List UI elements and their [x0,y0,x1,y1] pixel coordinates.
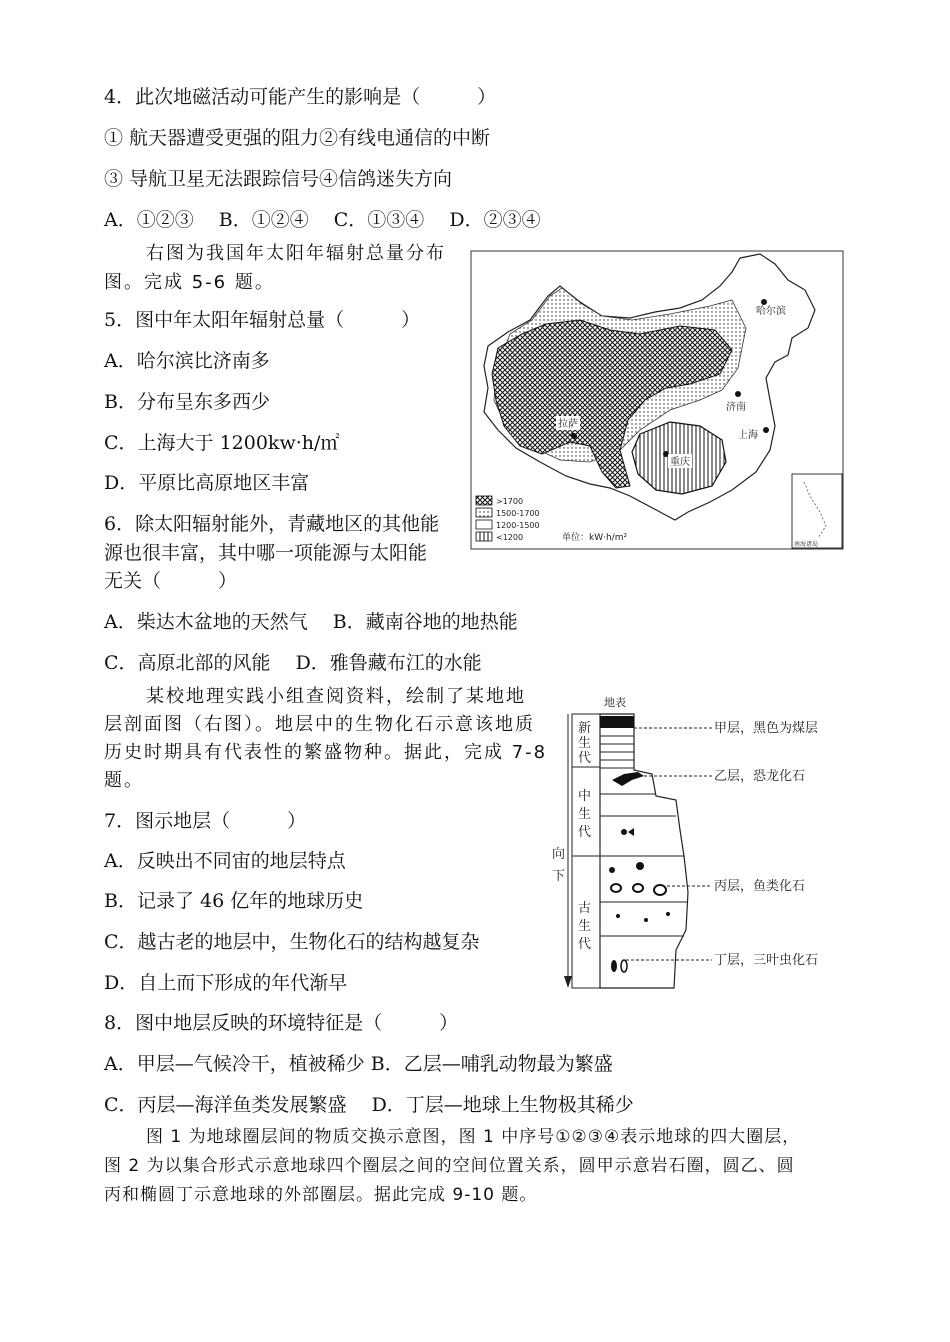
q7-option-a: A．反映出不同宙的地层特点 [104,850,346,872]
q4-stem: 4．此次地磁活动可能产生的影响是（ ） [104,86,497,108]
q8-options-ab: A．甲层—气候冷干，植被稀少 B．乙层—哺乳动物最为繁盛 [104,1053,613,1075]
q7-option-b: B．记录了 46 亿年的地球历史 [104,890,364,912]
layer-bing-label: 丙层，鱼类化石 [714,879,806,894]
legend-label-under-1200: <1200 [496,533,524,542]
q6-stem-line-3: 无关（ ） [104,570,238,592]
q6-stem-line-1: 6．除太阳辐射能外，青藏地区的其他能 [104,513,440,535]
q4-statement-1: ① 航天器遭受更强的阻力②有线电通信的中断 [104,127,491,149]
layer-yi-label: 乙层，恐龙化石 [714,769,806,784]
era-new-char-2: 生 [578,736,592,751]
solar-radiation-map [470,250,844,550]
strata-cross-section [548,690,848,995]
city-dot-lhasa [571,433,577,439]
q5-option-d: D．平原比高原地区丰富 [104,472,310,494]
era-old-char-3: 代 [578,937,592,952]
era-old-char-1: 古 [578,901,592,916]
era-mid-char-1: 中 [578,789,592,804]
era-new-char-3: 代 [578,751,592,766]
label-chongqing: 重庆 [670,457,690,468]
label-shanghai: 上海 [738,430,758,441]
final-intro-line-3: 丙和椭圆丁示意地球的外部圈层。据此完成 9-10 题。 [104,1185,538,1205]
q7-stem: 7．图示地层（ ） [104,810,307,832]
q8-stem: 8．图中地层反映的环境特征是（ ） [104,1012,459,1034]
q6-options-cd: C．高原北部的风能 D．雅鲁藏布江的水能 [104,652,482,674]
city-dot-harbin [761,299,767,305]
map-intro-line-2: 图。完成 5-6 题。 [104,272,275,293]
strata-intro-line-2: 层剖面图（右图）。地层中的生物化石示意该地质 [104,714,535,735]
trilobite-fossil [611,960,617,972]
map-unit: 单位：kW·h/m² [562,533,628,543]
era-mid-char-3: 代 [578,825,592,840]
q4-choices: A．①②③ B．①②④ C．①③④ D．②③④ [104,209,541,231]
down-char-2: 下 [552,869,566,884]
layer-ding-label: 丁层，三叶虫化石 [714,953,819,968]
city-dot-jinan [735,391,741,397]
down-char-1: 向 [552,847,566,862]
surface-label: 地表 [604,696,626,709]
q8-options-cd: C．丙层—海洋鱼类发展繁盛 D．丁层—地球上生物极其稀少 [104,1094,634,1116]
legend-label-1200-1500: 1200-1500 [496,521,540,530]
coal-seam [600,716,634,728]
q5-option-a: A．哈尔滨比济南多 [104,350,270,372]
strata-intro-line-1: 某校地理实践小组查阅资料，绘制了某地地 [146,686,526,707]
inset-label: 南海诸岛 [794,541,819,548]
label-harbin: 哈尔滨 [756,306,786,317]
q5-option-b: B．分布呈东多西少 [104,391,270,413]
final-intro-line-1: 图 1 为地球圈层间的物质交换示意图，图 1 中序号①②③④表示地球的四大圈层， [146,1127,801,1147]
label-jinan: 济南 [726,402,746,413]
layer-jia-label: 甲层，黑色为煤层 [714,721,819,736]
q7-option-d: D．自上而下形成的年代渐早 [104,972,348,994]
era-new-char-1: 新 [578,721,592,736]
q4-statement-2: ③ 导航卫星无法跟踪信号④信鸽迷失方向 [104,168,453,190]
inset-frame [792,474,842,548]
city-dot-shanghai [763,427,769,433]
era-mid-char-2: 生 [578,807,592,822]
strata-column [600,714,688,988]
final-intro-line-2: 图 2 为以集合形式示意地球四个圈层之间的空间位置关系，圆甲示意岩石圈，圆乙、圆 [104,1156,795,1176]
q6-stem-line-2: 源也很丰富，其中哪一项能源与太阳能 [104,542,428,564]
label-lhasa: 拉萨 [558,419,578,430]
strata-intro-line-4: 题。 [104,770,144,791]
legend-label-1500-1700: 1500-1700 [496,509,540,518]
q5-option-c: C．上海大于 1200kw·h/㎡ [104,432,340,454]
strata-intro-line-3: 历史时期具有代表性的繁盛物种。据此，完成 7-8 [104,742,548,763]
q6-options-ab: A．柴达木盆地的天然气 B．藏南谷地的地热能 [104,611,518,633]
legend-label-over-1700: >1700 [496,497,524,506]
q5-stem: 5．图中年太阳年辐射总量（ ） [104,309,421,331]
era-old-char-2: 生 [578,919,592,934]
map-intro-line-1: 右图为我国年太阳年辐射总量分布 [146,243,446,264]
q7-option-c: C．越古老的地层中，生物化石的结构越复杂 [104,931,480,953]
